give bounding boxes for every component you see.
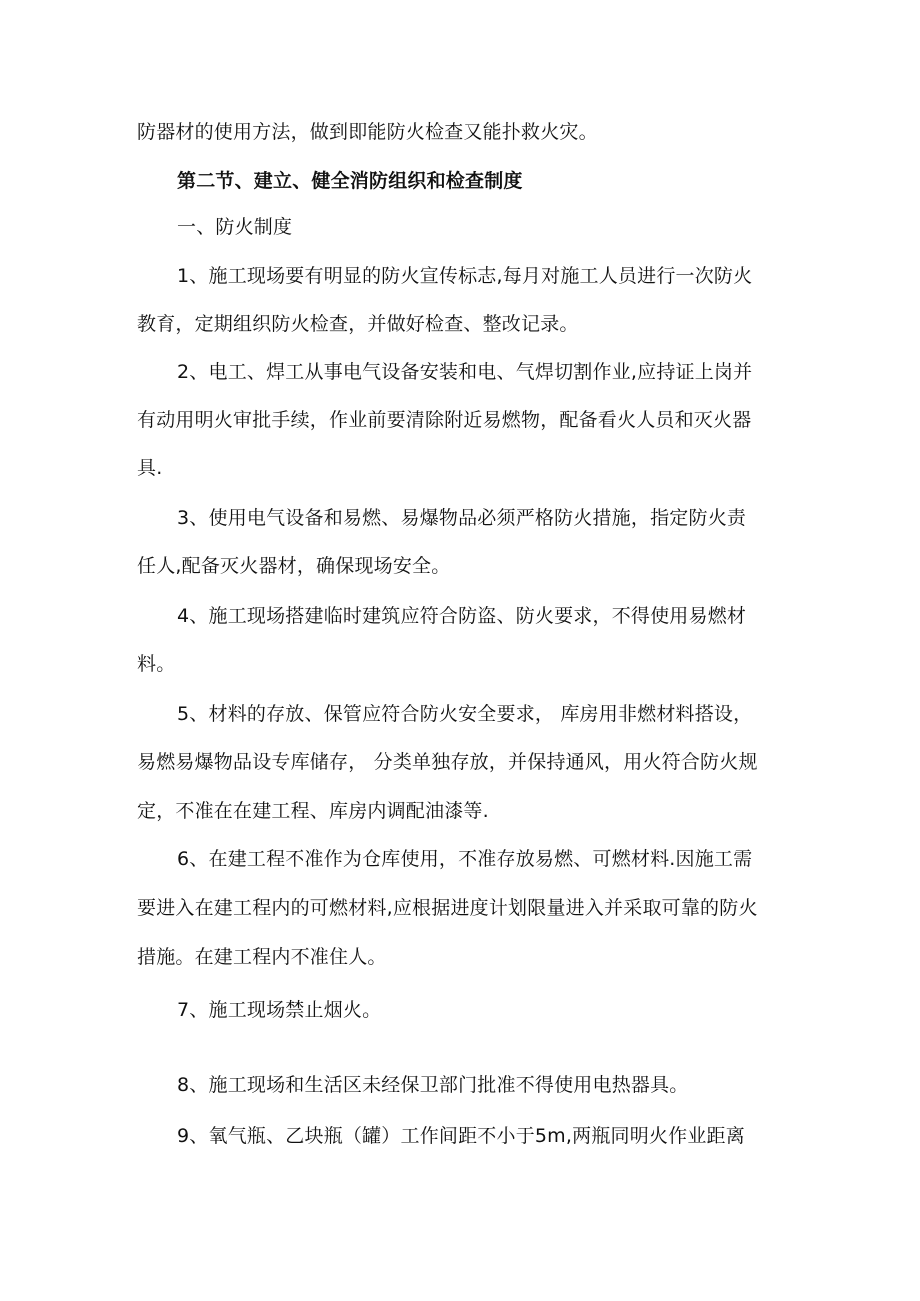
item-6-line-2: 要进入在建工程内的可燃材料,应根据进度计划限量进入并采取可靠的防火 bbox=[137, 897, 758, 919]
item-5-line-2: 易燃易爆物品设专库储存， 分类单独存放，并保持通风，用火符合防火规 bbox=[137, 751, 758, 773]
continuation-text: 防器材的使用方法，做到即能防火检查又能扑救火灾。 bbox=[137, 121, 598, 143]
item-3-line-2: 任人,配备灭火器材，确保现场安全。 bbox=[137, 555, 451, 577]
item-4-line-2: 料。 bbox=[137, 653, 176, 675]
item-9-line-1: 9、氧气瓶、乙块瓶（罐）工作间距不小于5m,两瓶同明火作业距离 bbox=[177, 1125, 745, 1147]
item-4-line-1: 4、施工现场搭建临时建筑应符合防盗、防火要求，不得使用易燃材 bbox=[177, 605, 747, 627]
item-5-line-3: 定，不准在在建工程、库房内调配油漆等. bbox=[137, 800, 489, 822]
item-2-line-3: 具. bbox=[137, 457, 163, 479]
item-7-line-1: 7、施工现场禁止烟火。 bbox=[177, 999, 382, 1021]
item-3-line-1: 3、使用电气设备和易燃、易爆物品必须严格防火措施，指定防火责 bbox=[177, 507, 747, 529]
item-1-line-1: 1、施工现场要有明显的防火宣传标志,每月对施工人员进行一次防火 bbox=[177, 265, 753, 287]
item-6-line-1: 6、在建工程不准作为仓库使用，不准存放易燃、可燃材料.因施工需 bbox=[177, 848, 753, 870]
item-2-line-1: 2、电工、焊工从事电气设备安装和电、气焊切割作业,应持证上岗并 bbox=[177, 361, 753, 383]
item-8-line-1: 8、施工现场和生活区未经保卫部门批准不得使用电热器具。 bbox=[177, 1074, 689, 1096]
item-6-line-3: 措施。在建工程内不准住人。 bbox=[137, 946, 387, 968]
section-title: 第二节、建立、健全消防组织和检查制度 bbox=[177, 170, 523, 192]
item-2-line-2: 有动用明火审批手续，作业前要清除附近易燃物，配备看火人员和灭火器 bbox=[137, 409, 752, 431]
subsection-title: 一、防火制度 bbox=[177, 216, 293, 238]
item-1-line-2: 教育，定期组织防火检查，并做好检查、整改记录。 bbox=[137, 313, 579, 335]
item-5-line-1: 5、材料的存放、保管应符合防火安全要求， 库房用非燃材料搭设， bbox=[177, 703, 753, 725]
